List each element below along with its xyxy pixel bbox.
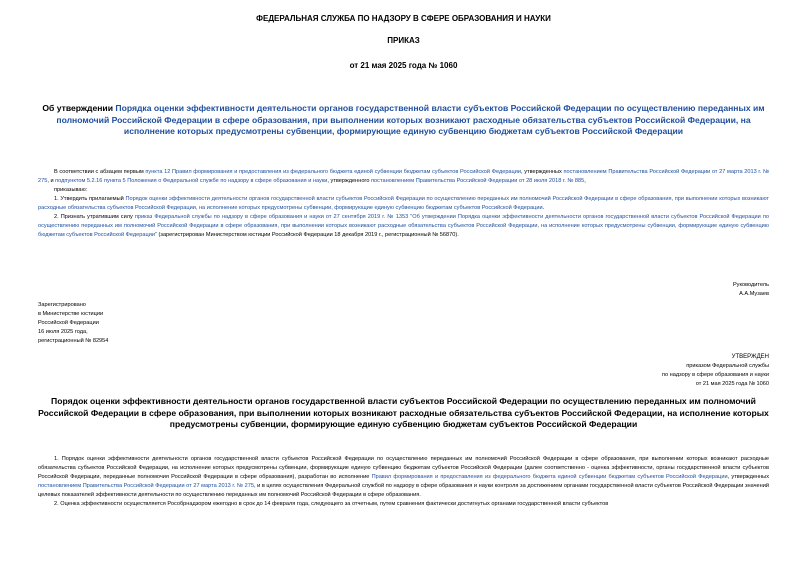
text: 2. Признать утратившим силу (54, 214, 135, 220)
text: (зарегистрирован Министерством юстиции Российской Федерации 18 декабря 2019 г., регистрационный № 56870). (156, 232, 459, 238)
rules-link-2[interactable]: Правил формирования и предоставления из федерального бюджета единой субвенции бюджетам субъектов Российской Федерации (371, 474, 728, 480)
approval-line: приказом Федеральной службы (686, 363, 769, 369)
registration-line: в Министерстве юстиции (38, 311, 104, 317)
procedure-title: Порядок оценки эффективности деятельности органов государственной власти субъектов Российской Федерации по осуществлению переданных им полномочий Российской Федерации в сфере образования, при выполнении которых возникают расходные обязательства субъектов Российской Федерации, на исполнение которых предусмотрены субвенции, формирующие единую субвенцию бюджетам субъектов Российской Федерации (38, 396, 769, 429)
agency-title: ФЕДЕРАЛЬНАЯ СЛУЖБА ПО НАДЗОРУ В СФЕРЕ ОБРАЗОВАНИЯ И НАУКИ (256, 14, 551, 23)
order-subject (30, 103, 777, 138)
signature-block (569, 281, 769, 299)
text: , (584, 178, 586, 184)
document-type: ПРИКАЗ (387, 36, 420, 45)
procedure-link[interactable]: Порядка оценки эффективности деятельности органов государственной власти субъектов Российской Федерации по осуществлению переданных им полномочий Российской Федерации в сфере образования, при выполнении которых возникают расходные обязательства субъектов Российской Федерации, на исполнение которых предусмотрены субвенции, формирующие единую субвенцию бюджетам субъектов Российской Федерации (56, 103, 765, 136)
item-2 (38, 213, 769, 240)
approval-line: по надзору в сфере образования и науки (661, 372, 769, 378)
text: приказываю: (54, 187, 88, 193)
procedure-body (38, 455, 769, 509)
text: 1. Порядок оценки эффективности деятельности органов государственной власти субъектов Российской Федерации по осуществлению переданных им полномочий Российской Федерации в сфере образования, при выполнении которых возникают расходные обязательства субъектов Российской Федерации, на исполнение которых предусмотрены субвенции, формирующие единую субвенцию бюджетам субъектов Российской Федерации (далее соответственно - оценка эффективности, органы государственной власти субъектов Российской Федерации, переданные полномочия Российской Федерации в сфере образования), разработан во исполнение (38, 456, 769, 480)
text: . (542, 205, 545, 211)
government-decree-link[interactable]: постановлением Правительства Российской Федерации от 27 марта 2013 г. № 275 (38, 169, 769, 184)
registration-line: Зарегистрировано (38, 302, 86, 308)
approval-line: от 21 мая 2025 года № 1060 (695, 381, 769, 387)
decree-885-link[interactable]: постановлением Правительства Российской Федерации от 28 июля 2018 г. № 885 (371, 178, 585, 184)
approval-head: УТВЕРЖДЕН (731, 354, 769, 360)
signature-name: А.А.Музаев (739, 291, 769, 297)
text: В соответствии с абзацем первым (54, 169, 146, 175)
order-date-number: от 21 мая 2025 года № 1060 (349, 61, 458, 70)
text: 2. Оценка эффективности осуществляется Рособрнадзором ежегодно в срок до 14 февраля года, следующего за отчетным, путем сравнения фактически достигнутых органами государственной власти субъектов (54, 501, 609, 507)
procedure-item-1 (38, 455, 769, 500)
text: , утвержденных (521, 169, 564, 175)
text: , утвержденных (727, 474, 769, 480)
text: , и (47, 178, 56, 184)
registration-block (38, 301, 238, 346)
item-1 (38, 195, 769, 213)
government-decree-link-2[interactable]: постановлением Правительства Российской Федерации от 27 марта 2013 г. № 275 (38, 483, 254, 489)
orders-word (38, 186, 769, 195)
procedure-approve-link[interactable]: Порядок оценки эффективности деятельности органов государственной власти субъектов Российской Федерации по осуществлению переданных им полномочий Российской Федерации в сфере образования, при выполнении которых возникают расходные обязательства субъектов Российской Федерации, на исполнение которых предусмотрены субвенции, формирующие единую субвенцию бюджетам субъектов Российской Федерации (38, 196, 769, 211)
registration-line: 16 июля 2025 года, (38, 329, 88, 335)
preamble-paragraph (38, 168, 769, 186)
approval-stamp (519, 353, 769, 389)
text: , и в целях осуществления Федеральной службой по надзору в сфере образования и науки контроля за достижением органами государственной власти субъектов Российской Федерации значений целевых показателей эффективности деятельности по осуществлению переданных им полномочий Российской Федерации в сфере образования. (38, 483, 769, 498)
repealed-order-link[interactable]: приказ Федеральной службы по надзору в сфере образования и науки от 27 сентября 2019 г. № 1353 "Об утверждении Порядка оценки эффективности деятельности органов государственной власти субъектов Российской Федерации по осуществлению переданных им полномочий Российской Федерации в сфере образования, при выполнении которых возникают расходные обязательства субъектов Российской Федерации, на исполнение которых предусмотрены субвенции, формирующие единую субвенцию бюджетам субъектов Российской Федерации" (38, 214, 770, 238)
rules-link[interactable]: пункта 12 Правил формирования и предоставления из федерального бюджета единой субвенции бюджетам субъектов Российской Федерации (145, 169, 521, 175)
registration-line: Российской Федерации (38, 320, 99, 326)
text: 1. Утвердить прилагаемый (54, 196, 126, 202)
order-subject-prefix: Об утверждении (42, 103, 116, 113)
text: , утвержденного (327, 178, 372, 184)
order-body (38, 168, 769, 240)
signature-position: Руководитель (732, 282, 769, 288)
regulation-link[interactable]: подпунктом 5.2.16 пункта 5 Положения о Федеральной службе по надзору в сфере образования и науки (55, 178, 328, 184)
registration-line: регистрационный № 82954 (38, 338, 109, 344)
procedure-item-2 (38, 500, 769, 509)
